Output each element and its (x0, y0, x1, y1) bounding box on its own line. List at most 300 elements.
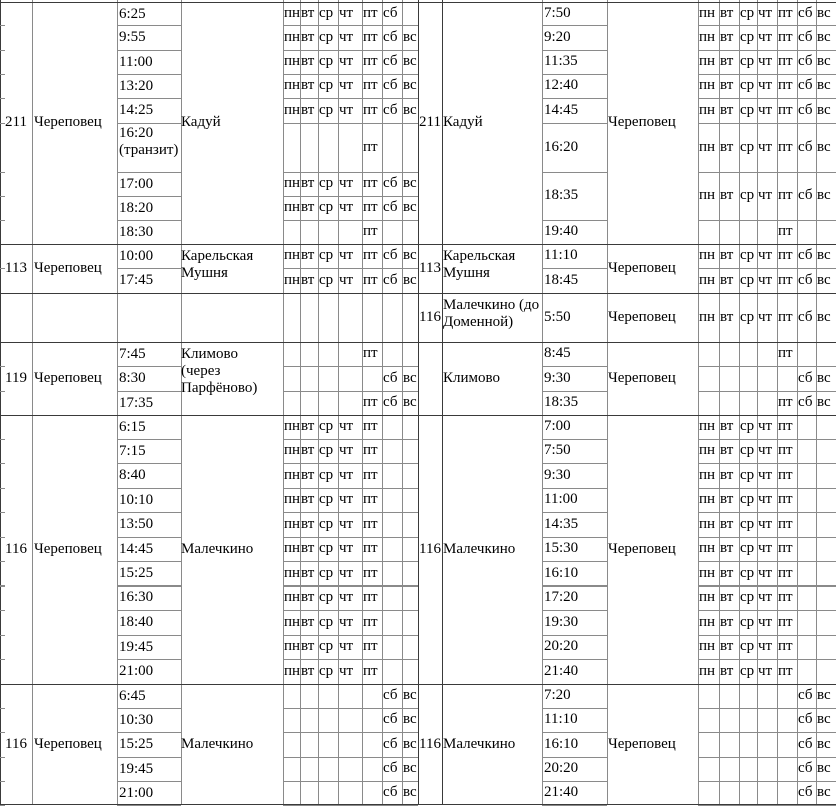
return-departure-time: 21:40 (544, 662, 579, 679)
return-day-mark-вс: вс (817, 53, 831, 69)
return-day-mark-вт: вт (720, 271, 734, 288)
return-day-mark-пн: пн (699, 53, 716, 69)
return-day-mark-вт: вт (720, 613, 734, 630)
day-mark-вт: вт (301, 442, 315, 458)
grid-line (698, 585, 836, 586)
return-day-mark-пт: пт (778, 4, 793, 21)
day-mark-чт: чт (339, 588, 354, 605)
return-day-mark-ср: ср (740, 247, 755, 263)
return-departure-time: 8:45 (544, 345, 571, 361)
day-mark-чт: чт (339, 638, 354, 654)
grid-line (698, 123, 836, 124)
grid-line (698, 74, 836, 75)
return-day-mark-ср: ср (740, 4, 755, 21)
return-day-mark-чт: чт (758, 638, 773, 654)
return-day-mark-пн: пн (699, 101, 716, 118)
grid-line (283, 463, 418, 464)
day-mark-пн: пн (284, 199, 301, 215)
grid-line (0, 708, 5, 709)
day-mark-чт: чт (339, 564, 354, 581)
return-day-mark-вт: вт (720, 247, 734, 263)
grid-line (117, 708, 181, 709)
day-mark-пт: пт (363, 175, 378, 191)
grid-line (0, 463, 5, 464)
grid-line (542, 585, 607, 586)
grid-line (542, 391, 607, 392)
grid-line (698, 610, 836, 611)
grid-line (542, 268, 607, 269)
return-day-mark-чт: чт (758, 491, 773, 507)
grid-line (542, 220, 607, 221)
day-mark-пн: пн (284, 564, 301, 581)
departure-time: 6:25 (119, 6, 146, 22)
return-destination-stop: Череповец (608, 114, 676, 130)
return-day-mark-пн: пн (699, 418, 716, 434)
day-mark-чт: чт (339, 271, 354, 288)
grid-line (117, 659, 181, 660)
return-departure-time: 7:00 (544, 418, 571, 434)
day-mark-вс: вс (403, 735, 417, 752)
grid-line (542, 50, 607, 51)
departure-time: 17:35 (119, 395, 154, 411)
return-day-mark-пн: пн (699, 4, 716, 21)
departure-time: 7:15 (119, 443, 146, 459)
grid-line (117, 586, 181, 587)
departure-time: 18:30 (119, 224, 154, 240)
day-mark-сб: сб (383, 369, 398, 386)
return-day-mark-вт: вт (720, 442, 734, 458)
day-mark-пт: пт (363, 638, 378, 654)
grid-line (283, 732, 418, 733)
day-mark-вс: вс (403, 199, 417, 215)
day-mark-пн: пн (284, 588, 301, 605)
day-mark-вт: вт (301, 491, 315, 507)
grid-line (0, 172, 5, 173)
day-mark-сб: сб (383, 735, 398, 752)
grid-line (542, 98, 607, 99)
grid-line (0, 196, 5, 197)
grid-line (283, 757, 418, 758)
return-day-mark-ср: ср (740, 588, 755, 605)
day-mark-ср: ср (319, 77, 334, 93)
day-mark-ср: ср (319, 53, 334, 69)
return-day-mark-сб: сб (798, 138, 813, 155)
return-day-mark-сб: сб (798, 187, 813, 203)
day-mark-пт: пт (363, 418, 378, 434)
return-departure-time: 20:20 (544, 638, 579, 654)
origin-stop: Череповец (34, 540, 102, 557)
grid-line (283, 25, 418, 26)
return-day-mark-пн: пн (699, 588, 716, 605)
grid-line (698, 659, 836, 660)
day-mark-пн: пн (284, 418, 301, 434)
departure-time: 16:30 (119, 589, 154, 605)
grid-line (283, 659, 418, 660)
origin-stop: Череповец (34, 735, 102, 752)
return-day-mark-ср: ср (740, 77, 755, 93)
return-departure-time: 14:35 (544, 515, 579, 532)
day-mark-вт: вт (301, 588, 315, 605)
departure-time: 15:25 (119, 736, 154, 752)
grid-line (0, 2, 836, 3)
grid-line (283, 781, 418, 782)
grid-line (0, 293, 836, 294)
departure-time: 18:40 (119, 614, 154, 630)
return-departure-time: 9:30 (544, 466, 571, 483)
return-day-mark-вс: вс (817, 101, 831, 118)
day-mark-ср: ср (319, 564, 334, 581)
return-route-number: 211 (419, 114, 441, 130)
return-day-mark-пн: пн (699, 540, 716, 556)
return-departure-time: 18:45 (544, 271, 579, 288)
grid-line (698, 732, 836, 733)
return-day-mark-вс: вс (817, 711, 831, 727)
day-mark-вт: вт (301, 564, 315, 581)
day-mark-вт: вт (301, 662, 315, 679)
return-route-number: 113 (419, 259, 441, 276)
day-mark-чт: чт (339, 540, 354, 556)
return-day-mark-чт: чт (758, 418, 773, 434)
grid-line (283, 708, 418, 709)
departure-time: 21:00 (119, 663, 154, 679)
return-day-mark-чт: чт (758, 515, 773, 532)
grid-line (542, 439, 607, 440)
day-mark-вт: вт (301, 613, 315, 630)
return-day-mark-чт: чт (758, 308, 773, 325)
grid-line (117, 98, 181, 99)
day-mark-вс: вс (403, 271, 417, 288)
return-day-mark-сб: сб (798, 308, 813, 325)
day-mark-чт: чт (339, 491, 354, 507)
return-departure-time: 5:50 (544, 308, 571, 325)
day-mark-ср: ср (319, 418, 334, 434)
return-day-mark-пн: пн (699, 138, 716, 155)
return-day-mark-пт: пт (778, 53, 793, 69)
grid-line (542, 586, 607, 587)
return-day-mark-ср: ср (740, 101, 755, 118)
return-day-mark-вт: вт (720, 187, 734, 203)
return-departure-time: 7:20 (544, 687, 571, 703)
return-day-mark-ср: ср (740, 271, 755, 288)
day-mark-пт: пт (363, 138, 378, 155)
return-departure-time: 16:10 (544, 735, 579, 752)
return-day-mark-пт: пт (778, 345, 793, 361)
return-day-mark-чт: чт (758, 101, 773, 118)
day-mark-сб: сб (383, 199, 398, 215)
route-number: 211 (5, 114, 27, 130)
day-mark-вс: вс (403, 369, 417, 386)
return-day-mark-сб: сб (798, 247, 813, 263)
return-day-mark-пт: пт (778, 101, 793, 118)
grid-line (698, 50, 836, 51)
return-origin-stop: Малечкино (до Доменной) (443, 296, 540, 330)
return-day-mark-вт: вт (720, 138, 734, 155)
return-day-mark-ср: ср (740, 613, 755, 630)
departure-time: 6:15 (119, 419, 146, 435)
return-day-mark-сб: сб (798, 711, 813, 727)
grid-line (698, 586, 836, 587)
grid-line (542, 757, 607, 758)
grid-line (283, 74, 418, 75)
day-mark-ср: ср (319, 515, 334, 532)
return-day-mark-вт: вт (720, 466, 734, 483)
return-day-mark-ср: ср (740, 28, 755, 45)
return-departure-time: 16:10 (544, 564, 579, 581)
return-day-mark-пн: пн (699, 271, 716, 288)
day-mark-вс: вс (403, 101, 417, 118)
return-day-mark-вт: вт (720, 662, 734, 679)
grid-line (698, 268, 836, 269)
grid-line (117, 585, 181, 586)
grid-line (698, 220, 836, 221)
return-departure-time: 18:35 (544, 187, 579, 203)
grid-line (283, 391, 418, 392)
grid-line (0, 50, 5, 51)
return-day-mark-вт: вт (720, 515, 734, 532)
return-destination-stop: Череповец (608, 259, 676, 276)
return-day-mark-пт: пт (778, 491, 793, 507)
departure-time: 7:45 (119, 346, 146, 362)
return-day-mark-пн: пн (699, 187, 716, 203)
return-day-mark-пт: пт (778, 442, 793, 458)
day-mark-пн: пн (284, 175, 301, 191)
day-mark-сб: сб (383, 711, 398, 727)
return-departure-time: 9:20 (544, 28, 571, 45)
grid-line (542, 610, 607, 611)
grid-line (283, 439, 418, 440)
day-mark-пт: пт (363, 394, 378, 410)
destination-stop: Малечкино (181, 540, 254, 557)
day-mark-вт: вт (301, 175, 315, 191)
route-number: 113 (5, 259, 27, 276)
day-mark-чт: чт (339, 175, 354, 191)
return-day-mark-пн: пн (699, 466, 716, 483)
return-day-mark-чт: чт (758, 564, 773, 581)
return-day-mark-пт: пт (778, 466, 793, 483)
day-mark-сб: сб (383, 687, 398, 703)
grid-line (0, 585, 5, 586)
return-day-mark-сб: сб (798, 28, 813, 45)
return-day-mark-сб: сб (798, 784, 813, 800)
day-mark-пт: пт (363, 28, 378, 45)
return-day-mark-вт: вт (720, 4, 734, 21)
day-mark-пт: пт (363, 515, 378, 532)
day-mark-ср: ср (319, 247, 334, 263)
grid-line (283, 488, 418, 489)
day-mark-вт: вт (301, 77, 315, 93)
day-mark-пт: пт (363, 247, 378, 263)
day-mark-чт: чт (339, 515, 354, 532)
day-mark-чт: чт (339, 418, 354, 434)
return-day-mark-пн: пн (699, 491, 716, 507)
departure-time: 13:20 (119, 78, 154, 94)
departure-time: 11:00 (119, 54, 153, 70)
grid-line (698, 635, 836, 636)
grid-line (542, 74, 607, 75)
day-mark-пт: пт (363, 540, 378, 556)
day-mark-вт: вт (301, 466, 315, 483)
return-day-mark-пн: пн (699, 613, 716, 630)
day-mark-ср: ср (319, 28, 334, 45)
grid-line (283, 537, 418, 538)
grid-line (283, 196, 418, 197)
grid-line (698, 391, 836, 392)
departure-time: 13:50 (119, 516, 154, 532)
day-mark-ср: ср (319, 101, 334, 118)
day-mark-пт: пт (363, 491, 378, 507)
return-day-mark-сб: сб (798, 687, 813, 703)
day-mark-чт: чт (339, 466, 354, 483)
day-mark-вс: вс (403, 687, 417, 703)
return-day-mark-ср: ср (740, 515, 755, 532)
day-mark-пн: пн (284, 662, 301, 679)
return-day-mark-пн: пн (699, 442, 716, 458)
return-day-mark-чт: чт (758, 77, 773, 93)
grid-line (698, 757, 836, 758)
return-day-mark-чт: чт (758, 247, 773, 263)
day-mark-чт: чт (339, 28, 354, 45)
day-mark-сб: сб (383, 271, 398, 288)
destination-stop: Карельская Мушня (181, 247, 254, 281)
grid-line (0, 512, 5, 513)
return-day-mark-ср: ср (740, 53, 755, 69)
grid-line (542, 25, 607, 26)
day-mark-сб: сб (383, 4, 398, 21)
return-departure-time: 11:10 (544, 247, 578, 263)
return-day-mark-вс: вс (817, 784, 831, 800)
return-day-mark-пт: пт (778, 564, 793, 581)
return-day-mark-ср: ср (740, 442, 755, 458)
return-day-mark-пт: пт (778, 223, 793, 239)
day-mark-пн: пн (284, 247, 301, 263)
return-day-mark-вт: вт (720, 418, 734, 434)
route-number: 116 (5, 735, 27, 752)
return-day-mark-сб: сб (798, 369, 813, 386)
return-day-mark-чт: чт (758, 613, 773, 630)
return-day-mark-пт: пт (778, 138, 793, 155)
grid-line (542, 172, 607, 173)
grid-line (117, 123, 181, 124)
return-day-mark-пт: пт (778, 28, 793, 45)
departure-time: 19:45 (119, 761, 154, 777)
grid-line (283, 585, 418, 586)
grid-line (117, 196, 181, 197)
day-mark-вт: вт (301, 271, 315, 288)
grid-line (283, 268, 418, 269)
return-day-mark-пт: пт (778, 662, 793, 679)
grid-line (117, 172, 181, 173)
day-mark-ср: ср (319, 662, 334, 679)
day-mark-вс: вс (403, 394, 417, 410)
departure-time: 8:40 (119, 467, 146, 483)
grid-line (117, 781, 181, 782)
departure-time: 10:10 (119, 492, 154, 508)
day-mark-вс: вс (403, 760, 417, 776)
day-mark-вт: вт (301, 418, 315, 434)
route-number: 116 (5, 540, 27, 557)
day-mark-сб: сб (383, 101, 398, 118)
return-day-mark-пт: пт (778, 613, 793, 630)
day-mark-вт: вт (301, 28, 315, 45)
grid-line (0, 366, 5, 367)
grid-line (0, 74, 5, 75)
return-day-mark-пн: пн (699, 564, 716, 581)
day-mark-чт: чт (339, 247, 354, 263)
return-day-mark-ср: ср (740, 491, 755, 507)
return-day-mark-чт: чт (758, 540, 773, 556)
grid-line (542, 488, 607, 489)
departure-time: 8:30 (119, 370, 146, 386)
day-mark-пн: пн (284, 466, 301, 483)
grid-line (542, 732, 607, 733)
day-mark-вт: вт (301, 247, 315, 263)
day-mark-пт: пт (363, 442, 378, 458)
return-day-mark-ср: ср (740, 638, 755, 654)
return-departure-time: 17:20 (544, 588, 579, 605)
return-departure-time: 7:50 (544, 442, 571, 458)
return-day-mark-вс: вс (817, 247, 831, 263)
grid-line (117, 74, 181, 75)
origin-stop: Череповец (34, 114, 102, 130)
grid-line (698, 439, 836, 440)
grid-line (0, 635, 5, 636)
return-day-mark-пн: пн (699, 77, 716, 93)
return-day-mark-вт: вт (720, 564, 734, 581)
day-mark-пт: пт (363, 466, 378, 483)
grid-line (698, 781, 836, 782)
day-mark-сб: сб (383, 28, 398, 45)
return-day-mark-вс: вс (817, 394, 831, 410)
return-day-mark-пт: пт (778, 515, 793, 532)
return-departure-time: 16:20 (544, 138, 579, 155)
grid-line (542, 635, 607, 636)
return-day-mark-вс: вс (817, 4, 831, 21)
return-day-mark-сб: сб (798, 53, 813, 69)
grid-line (542, 463, 607, 464)
grid-line (117, 488, 181, 489)
day-mark-пн: пн (284, 613, 301, 630)
day-mark-вс: вс (403, 28, 417, 45)
day-mark-сб: сб (383, 175, 398, 191)
origin-stop: Череповец (34, 259, 102, 276)
return-day-mark-чт: чт (758, 4, 773, 21)
grid-line (117, 635, 181, 636)
return-day-mark-пн: пн (699, 28, 716, 45)
day-mark-чт: чт (339, 4, 354, 21)
day-mark-пт: пт (363, 53, 378, 69)
return-departure-time: 19:30 (544, 613, 579, 630)
grid-line (117, 391, 181, 392)
grid-line (117, 561, 181, 562)
return-departure-time: 19:40 (544, 223, 579, 239)
grid-line (542, 781, 607, 782)
departure-time: 6:45 (119, 688, 146, 704)
grid-line (0, 439, 5, 440)
day-mark-вс: вс (403, 77, 417, 93)
grid-line (283, 635, 418, 636)
origin-stop: Череповец (34, 369, 102, 386)
departure-time: 18:20 (119, 200, 154, 216)
return-departure-time: 12:40 (544, 77, 579, 93)
grid-line (0, 537, 5, 538)
return-departure-time: 14:45 (544, 101, 579, 118)
day-mark-вс: вс (403, 247, 417, 263)
grid-line (698, 561, 836, 562)
return-day-mark-сб: сб (798, 77, 813, 93)
grid-line (542, 537, 607, 538)
return-day-mark-ср: ср (740, 308, 755, 325)
grid-line (698, 537, 836, 538)
